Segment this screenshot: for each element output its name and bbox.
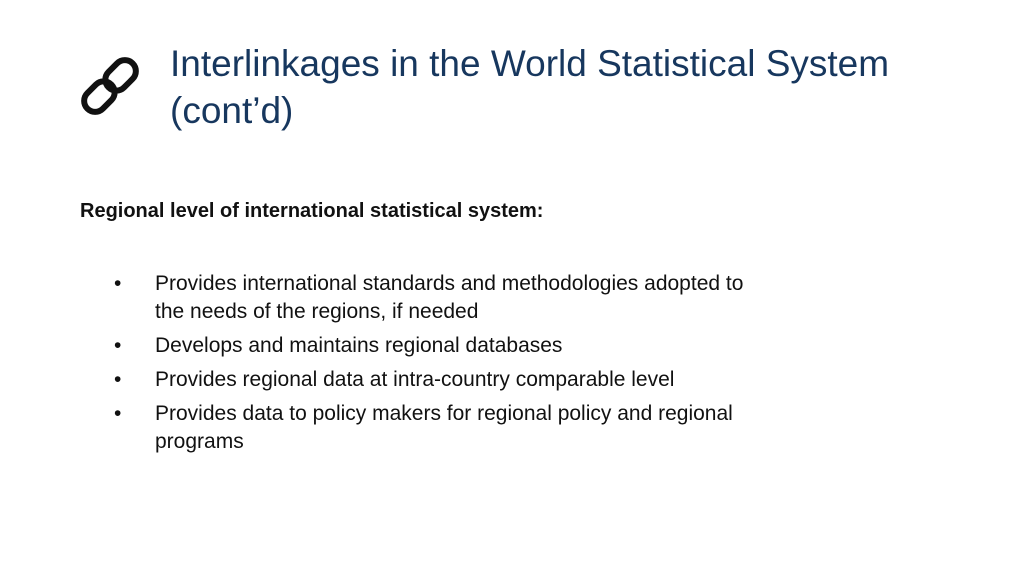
bullet-dot: • [114, 334, 122, 357]
bullet-dot: • [114, 402, 122, 425]
title-line-2: (cont’d) [170, 90, 294, 131]
bullet-item [110, 400, 870, 456]
title-line-1: Interlinkages in the World Statistical System [170, 43, 890, 84]
bullet-text: Provides regional data at intra-country comparable level [155, 368, 675, 391]
bullet-item [110, 270, 870, 326]
chain-link-icon [80, 56, 140, 116]
section-heading: Regional level of international statistical system: [80, 200, 544, 222]
bullet-item [110, 332, 870, 360]
bullet-text: the needs of the regions, if needed [155, 300, 479, 323]
bullet-list [110, 270, 870, 462]
bullet-text: Provides data to policy makers for regional policy and regional [155, 402, 733, 425]
page-title [170, 40, 970, 134]
bullet-item [110, 366, 870, 394]
bullet-dot: • [114, 368, 122, 391]
bullet-dot: • [114, 272, 122, 295]
bullet-text: Provides international standards and methodologies adopted to [155, 272, 744, 295]
bullet-text: Develops and maintains regional databases [155, 334, 563, 357]
bullet-text: programs [155, 430, 244, 453]
